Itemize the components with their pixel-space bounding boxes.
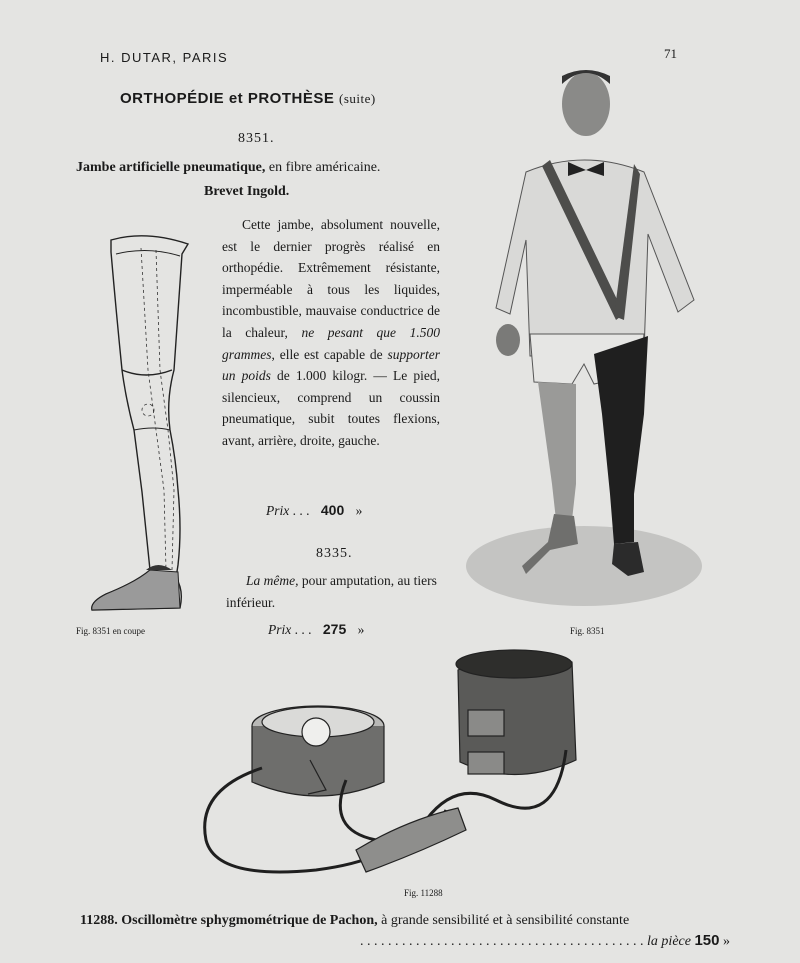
price-end: » bbox=[723, 934, 730, 949]
price-dots: . . . . . . . . . . . . . . . . . . . . . . . . . . . . . . . . . . . . . . . . . bbox=[360, 934, 644, 949]
figure-caption-photo: Fig. 8351 bbox=[570, 626, 605, 636]
section-title-text: ORTHOPÉDIE et PROTHÈSE bbox=[120, 90, 335, 107]
section-title-suffix: (suite) bbox=[339, 91, 376, 106]
item-title-bold: Jambe artificielle pneumatique, bbox=[76, 160, 266, 175]
price-value: 400 bbox=[320, 502, 345, 518]
desc-part-3: de 1.000 kilogr. — Le pied, silencieux, comprend un coussin pneumatique, subit toutes flexions, avant, arrière, droite, gauche. bbox=[222, 368, 440, 448]
price-dots: . . . bbox=[294, 622, 312, 637]
price-end: » bbox=[357, 622, 365, 637]
item-description-8351 bbox=[222, 214, 440, 452]
item-ref-8335: 8335. bbox=[316, 546, 353, 561]
figure-caption-oscillometer: Fig. 11288 bbox=[404, 888, 443, 898]
desc-part-1: Cette jambe, absolument nouvelle, est le dernier progrès réalisé en orthopédie. Extrêmement résistante, imperméable à tous les liquides, incombustible, mauvaise conductrice de la chaleur, bbox=[222, 217, 440, 340]
oscillometer-illustration bbox=[196, 640, 616, 886]
price-end: » bbox=[355, 503, 363, 518]
price-label: Prix bbox=[268, 622, 292, 637]
price-line-8335 bbox=[268, 621, 364, 638]
price-line-8351 bbox=[266, 502, 362, 519]
item-11288-line-1 bbox=[80, 910, 730, 931]
same-rest: pour amputation, au tiers inférieur. bbox=[226, 573, 437, 610]
price-label: Prix bbox=[266, 503, 290, 518]
item-11288-price-line bbox=[80, 930, 730, 952]
price-value: 150 bbox=[694, 932, 720, 949]
item-title-rest: en fibre américaine. bbox=[265, 160, 381, 175]
bleed-through-text bbox=[70, 118, 73, 133]
desc-italic-2: supporter un poids bbox=[222, 346, 440, 384]
leg-cutaway-illustration bbox=[86, 230, 198, 616]
desc-part-2: , elle est capable de bbox=[271, 346, 388, 362]
item-title-rest: à grande sensibilité et à sensibilité constante bbox=[377, 913, 630, 928]
item-title-8351 bbox=[76, 160, 380, 176]
item-11288 bbox=[80, 910, 730, 952]
item-ref-8351: 8351. bbox=[238, 131, 275, 146]
running-header: H. DUTAR, PARIS bbox=[100, 50, 229, 65]
price-value: 275 bbox=[322, 621, 347, 637]
unit-label: la pièce bbox=[647, 934, 691, 949]
item-description-8335 bbox=[226, 570, 440, 614]
man-with-prosthetic-leg-photo bbox=[464, 64, 704, 610]
item-ref-11288: 11288. bbox=[80, 913, 118, 928]
brevet-label: Brevet Ingold. bbox=[204, 184, 290, 199]
figure-caption-coupe: Fig. 8351 en coupe bbox=[76, 626, 145, 636]
page-number: 71 bbox=[664, 46, 677, 61]
item-title-bold: Oscillomètre sphygmométrique de Pachon, bbox=[121, 913, 378, 928]
same-italic: La même, bbox=[246, 573, 299, 588]
price-dots: . . . bbox=[292, 503, 310, 518]
section-title bbox=[120, 90, 376, 107]
desc-italic-1: ne pesant que 1.500 grammes bbox=[222, 324, 440, 362]
